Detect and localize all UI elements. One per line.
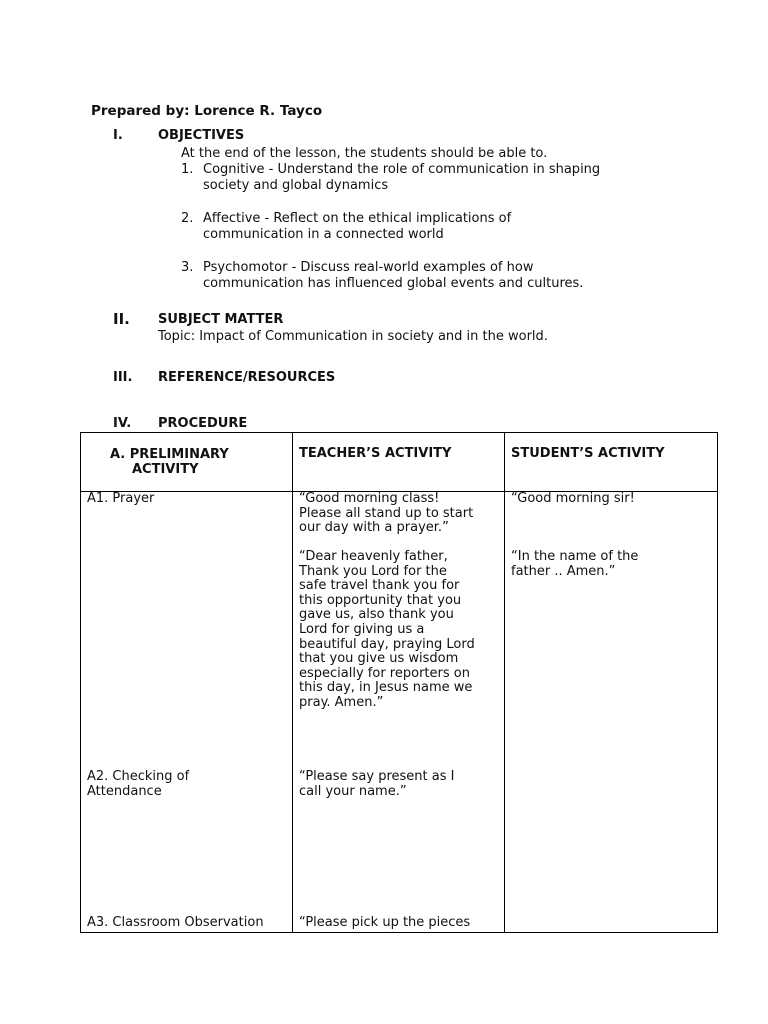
student-greeting: “Good morning sir! — [511, 491, 635, 506]
teacher-greeting: “Good morning class! Please all stand up to start our day with a prayer.” — [299, 491, 474, 536]
student-prayer-response: “In the name of the father .. Amen.” — [511, 549, 639, 579]
table-row — [81, 492, 718, 933]
objective-line: Affective - Reflect on the ethical implications of — [203, 211, 512, 226]
objective-number: 3. — [181, 260, 194, 275]
section-title-subject-matter: SUBJECT MATTER — [158, 312, 284, 327]
activity-prayer: A1. Prayer — [87, 491, 155, 506]
section-numeral-references: III. — [113, 370, 133, 385]
header-label: TEACHER’S ACTIVITY — [299, 446, 452, 461]
activity-classroom-observation: A3. Classroom Observation — [87, 915, 264, 930]
section-title-objectives: OBJECTIVES — [158, 128, 245, 143]
header-cell-preliminary — [81, 433, 293, 492]
student-activity-cell — [505, 492, 718, 933]
objective-line: communication in a connected world — [203, 227, 444, 242]
section-numeral-procedure: IV. — [113, 416, 132, 431]
section-numeral-objectives: I. — [113, 128, 123, 143]
objective-line: Psychomotor - Discuss real-world examples of how — [203, 260, 534, 275]
section-title-procedure: PROCEDURE — [158, 416, 248, 431]
activity-checking-attendance: A2. Checking of Attendance — [87, 769, 190, 799]
objective-line: communication has influenced global events and cultures. — [203, 276, 584, 291]
subject-matter-topic: Topic: Impact of Communication in society and in the world. — [158, 329, 548, 344]
section-title-references: REFERENCE/RESOURCES — [158, 370, 336, 385]
header-label-line: A. PRELIMINARY — [110, 447, 229, 462]
section-numeral-subject-matter: II. — [113, 310, 130, 328]
teacher-observation: “Please pick up the pieces — [299, 915, 471, 930]
header-cell-teacher — [293, 433, 505, 492]
objective-number: 1. — [181, 162, 194, 177]
prepared-by: Prepared by: Lorence R. Tayco — [91, 103, 323, 119]
header-label: STUDENT’S ACTIVITY — [511, 446, 665, 461]
header-cell-student — [505, 433, 718, 492]
objectives-intro: At the end of the lesson, the students should be able to. — [181, 146, 548, 161]
table-header-row — [81, 433, 718, 492]
procedure-table — [80, 432, 718, 933]
teacher-activity-cell — [293, 492, 505, 933]
objective-line: society and global dynamics — [203, 178, 389, 193]
header-label-line: ACTIVITY — [132, 462, 199, 477]
objective-number: 2. — [181, 211, 194, 226]
objective-line: Cognitive - Understand the role of communication in shaping — [203, 162, 601, 177]
teacher-attendance: “Please say present as I call your name.” — [299, 769, 455, 799]
teacher-prayer: “Dear heavenly father, Thank you Lord for the safe travel thank you for this opportunity that you gave us, also thank you Lord for giving us a beautiful day, praying Lord that you give us wisdom especially for reporters on this day, in Jesus name we pray. Amen.” — [299, 549, 475, 710]
activity-cell — [81, 492, 293, 933]
